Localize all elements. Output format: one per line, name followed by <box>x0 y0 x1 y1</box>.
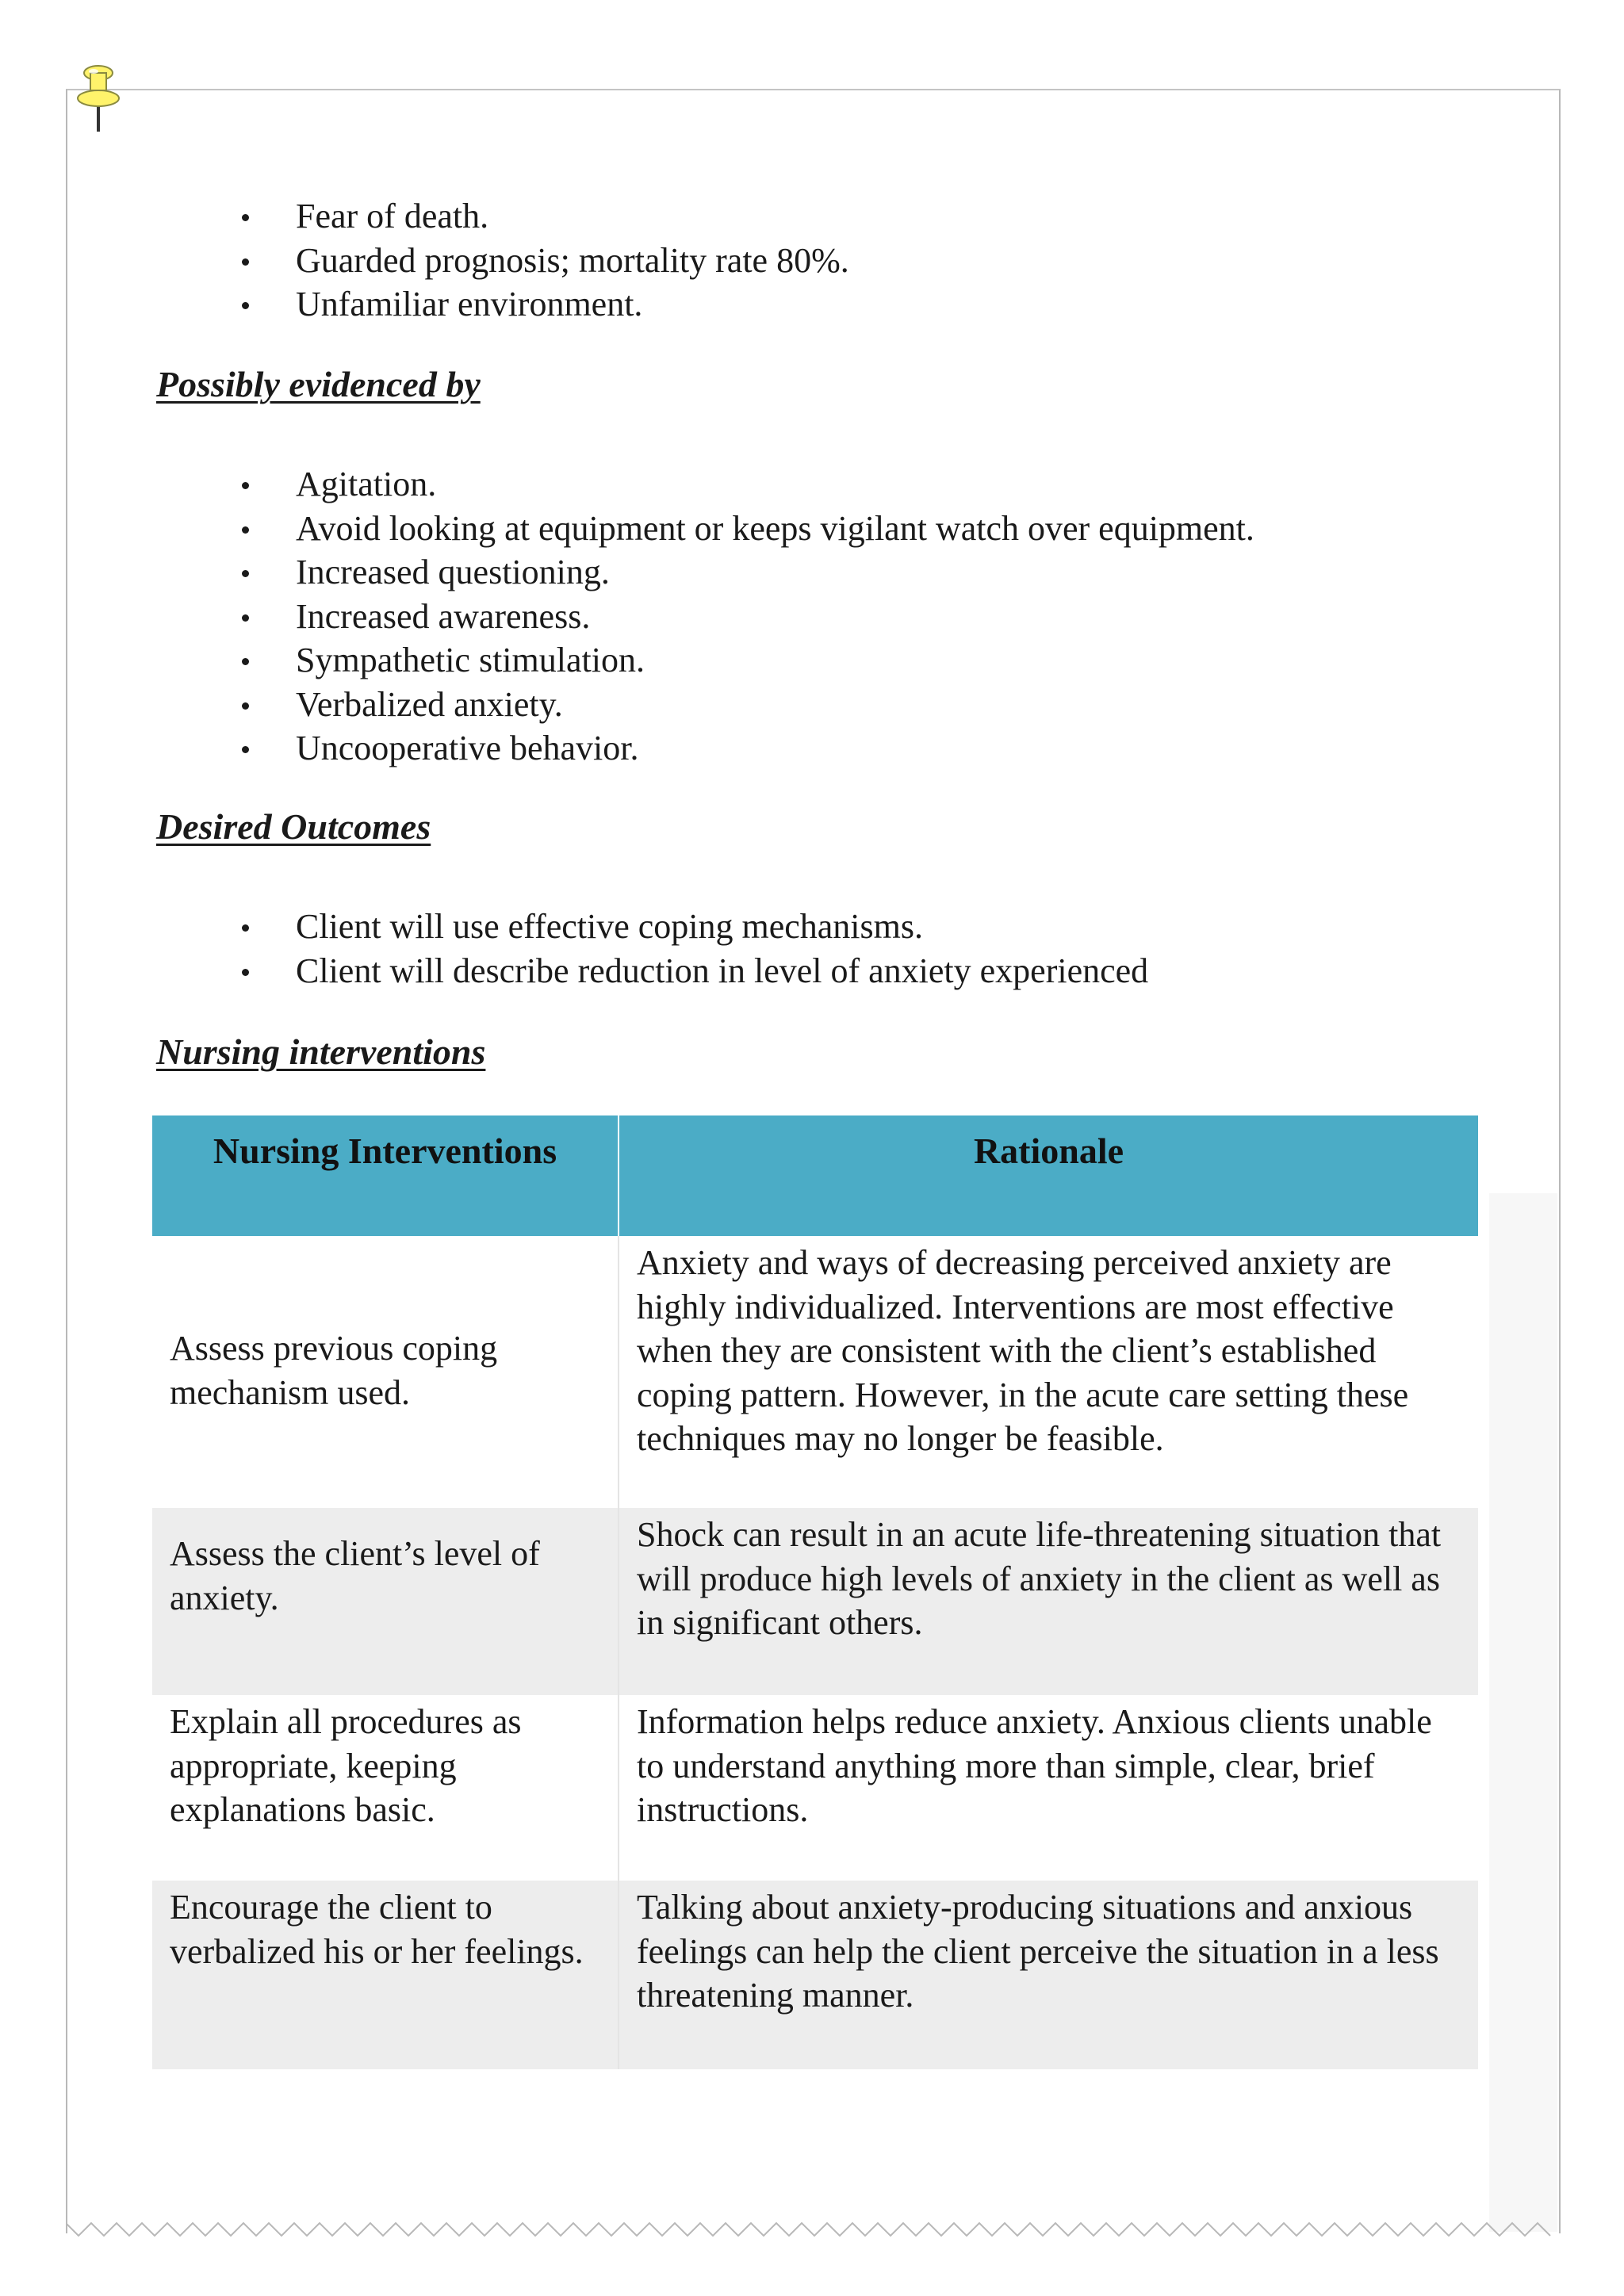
list-item: Uncooperative behavior. <box>242 726 1254 771</box>
heading-desired-outcomes: Desired Outcomes <box>156 806 431 847</box>
list-item: Avoid looking at equipment or keeps vigilant watch over equipment. <box>242 507 1254 551</box>
table-header-row <box>152 1115 1478 1236</box>
heading-possibly-evidenced-by: Possibly evidenced by <box>156 364 481 404</box>
column-header-interventions: Nursing Interventions <box>152 1115 619 1236</box>
list-item: Increased awareness. <box>242 595 1254 639</box>
pushpin-icon <box>76 63 121 135</box>
list-item: Guarded prognosis; mortality rate 80%. <box>242 239 849 283</box>
page-edge-shade <box>1489 1193 1557 2232</box>
intervention-cell: Encourage the client to verbalized his or her feelings. <box>152 1881 619 2069</box>
rationale-cell: Talking about anxiety-producing situations and anxious feelings can help the client perceive the situation in a less threatening manner. <box>619 1881 1478 2069</box>
list-item: Client will describe reduction in level of anxiety experienced <box>242 949 1148 993</box>
rationale-cell: Shock can result in an acute life-threatening situation that will produce high levels of anxiety in the client as well as in significant others. <box>619 1508 1478 1695</box>
list-item: Verbalized anxiety. <box>242 683 1254 727</box>
column-header-rationale: Rationale <box>619 1115 1478 1236</box>
torn-page-edge <box>66 2220 1561 2239</box>
cause-list <box>242 194 849 327</box>
list-item: Client will use effective coping mechanisms. <box>242 905 1148 949</box>
list-item: Increased questioning. <box>242 550 1254 595</box>
table-row <box>152 1236 1478 1508</box>
intervention-cell: Explain all procedures as appropriate, keeping explanations basic. <box>152 1695 619 1881</box>
intervention-cell: Assess previous coping mechanism used. <box>152 1236 619 1508</box>
table-row <box>152 1881 1478 2069</box>
table-row <box>152 1695 1478 1881</box>
list-item: Fear of death. <box>242 194 849 239</box>
interventions-table <box>152 1115 1478 2069</box>
intervention-cell: Assess the client’s level of anxiety. <box>152 1508 619 1695</box>
outcomes-list <box>242 905 1148 993</box>
list-item: Sympathetic stimulation. <box>242 638 1254 683</box>
rationale-cell: Anxiety and ways of decreasing perceived anxiety are highly individualized. Interventions are most effective when they are consistent with the client’s established coping pattern. However, in the acute care setting these techniques may no longer be feasible. <box>619 1236 1478 1508</box>
heading-nursing-interventions: Nursing interventions <box>156 1031 486 1072</box>
rationale-cell: Information helps reduce anxiety. Anxious clients unable to understand anything more than simple, clear, brief instructions. <box>619 1695 1478 1881</box>
evidence-list <box>242 462 1254 771</box>
list-item: Unfamiliar environment. <box>242 282 849 327</box>
table-row <box>152 1508 1478 1695</box>
list-item: Agitation. <box>242 462 1254 507</box>
